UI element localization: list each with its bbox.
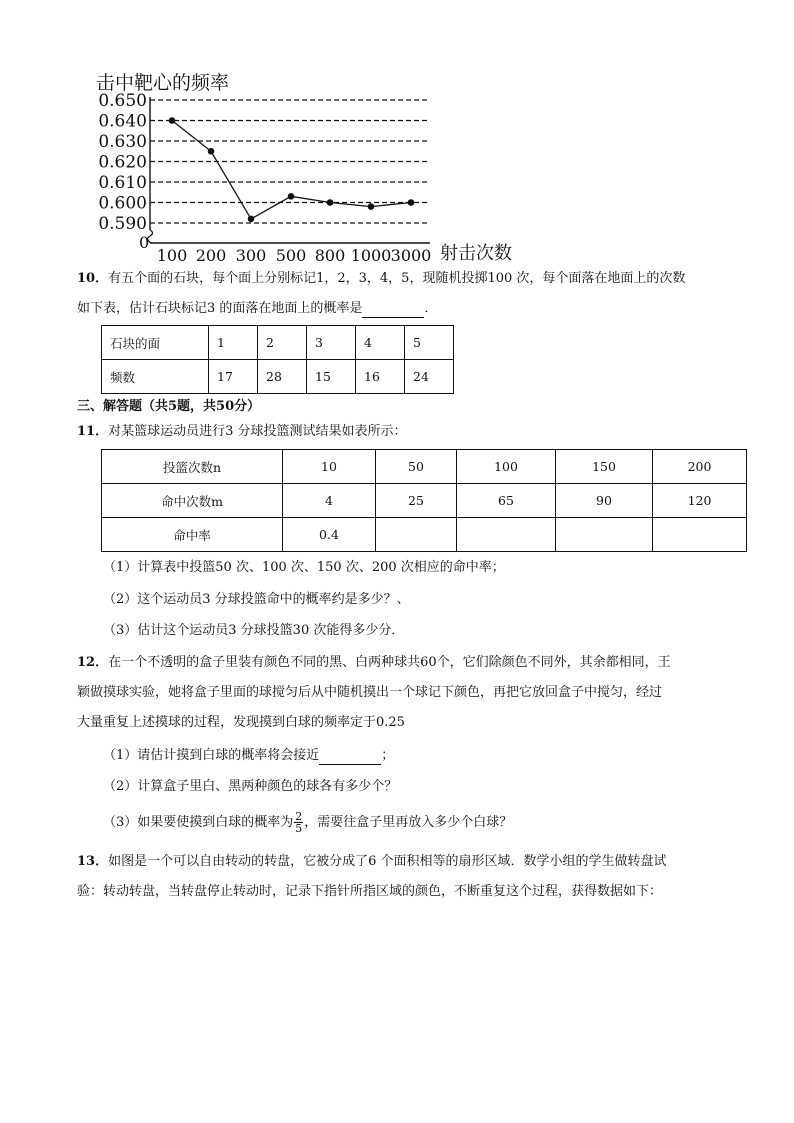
table-cell: 28 bbox=[258, 360, 307, 394]
question-text: （3）如果要使摸到白球的概率为 bbox=[103, 815, 294, 830]
x-tick-label: 200 bbox=[195, 246, 227, 265]
table-cell: 1 bbox=[209, 326, 258, 360]
question-12-line1 bbox=[77, 654, 671, 672]
y-axis-label: 击中靶心的频率 bbox=[96, 72, 230, 94]
q12-sub3 bbox=[103, 811, 512, 834]
table-cell[interactable] bbox=[653, 518, 747, 552]
data-point bbox=[368, 203, 375, 210]
stone-face-table bbox=[101, 325, 454, 394]
table-row bbox=[102, 360, 454, 394]
table-cell: 150 bbox=[556, 450, 653, 484]
question-number: 11． bbox=[77, 424, 109, 439]
question-text: 在一个不透明的盒子里装有颜色不同的黑、白两种球共60个，它们除颜色不同外，其余都相同，王 bbox=[108, 655, 671, 670]
table-cell: 4 bbox=[283, 484, 376, 518]
table-cell: 90 bbox=[556, 484, 653, 518]
data-point bbox=[248, 216, 255, 223]
section-title: 三、解答题（共5题，共50分） bbox=[77, 399, 261, 414]
question-text: 有五个面的石块，每个面上分别标记1，2，3，4，5，现随机投掷100 次，每个面落在地面上的次数 bbox=[108, 271, 686, 286]
table-cell: 10 bbox=[283, 450, 376, 484]
table-cell[interactable] bbox=[376, 518, 457, 552]
data-point bbox=[288, 193, 295, 200]
data-point bbox=[408, 199, 415, 206]
question-13-line1 bbox=[77, 853, 667, 871]
question-12-line2: 颖做摸球实验，她将盒子里面的球搅匀后从中随机摸出一个球记下颜色，再把它放回盒子中搅匀，经过 bbox=[77, 685, 663, 700]
question-text: 对某篮球运动员进行3 分球投篮测试结果如表所示： bbox=[108, 424, 407, 439]
x-tick-label: 500 bbox=[275, 246, 307, 265]
data-point bbox=[169, 117, 176, 124]
table-cell: 17 bbox=[209, 360, 258, 394]
x-tick-label: 300 bbox=[235, 246, 267, 265]
answer-blank[interactable] bbox=[319, 750, 381, 765]
q12-sub1 bbox=[103, 747, 394, 765]
table-cell: 0.4 bbox=[283, 518, 376, 552]
table-cell: 石块的面 bbox=[102, 326, 209, 360]
table-cell: 100 bbox=[457, 450, 556, 484]
question-13-line2: 验：转动转盘，当转盘停止转动时，记录下指针所指区域的颜色，不断重复这个过程，获得数据如下： bbox=[77, 884, 663, 899]
question-text: （1）请估计摸到白球的概率将会接近 bbox=[103, 748, 320, 763]
table-cell: 50 bbox=[376, 450, 457, 484]
table-cell: 3 bbox=[307, 326, 356, 360]
table-cell: 命中率 bbox=[102, 518, 283, 552]
table-cell: 25 bbox=[376, 484, 457, 518]
question-10-line2 bbox=[77, 300, 437, 318]
question-text: ，需要往盒子里再放入多少个白球？ bbox=[304, 815, 513, 830]
q12-sub2: （2）计算盒子里白、黑两种颜色的球各有多少个？ bbox=[103, 779, 398, 794]
table-cell: 16 bbox=[356, 360, 405, 394]
table-cell: 120 bbox=[653, 484, 747, 518]
table-cell: 频数 bbox=[102, 360, 209, 394]
y-tick-label: 0.650 bbox=[98, 91, 147, 111]
table-cell: 15 bbox=[307, 360, 356, 394]
fraction bbox=[294, 811, 303, 834]
question-text: 如图是一个可以自由转动的转盘，它被分成了6 个面积相等的扇形区域．数学小组的学生做转盘试 bbox=[108, 854, 667, 869]
table-cell[interactable] bbox=[457, 518, 556, 552]
fraction-numerator: 2 bbox=[295, 810, 303, 823]
y-tick-label: 0.610 bbox=[98, 173, 147, 193]
question-12-line3: 大量重复上述摸球的过程，发现摸到白球的频率定于0.25 bbox=[77, 715, 405, 730]
question-number: 12． bbox=[77, 655, 109, 670]
table-cell: 5 bbox=[405, 326, 454, 360]
table-cell: 200 bbox=[653, 450, 747, 484]
data-point bbox=[208, 148, 215, 155]
table-cell: 4 bbox=[356, 326, 405, 360]
x-tick-label: 800 bbox=[314, 246, 346, 265]
y-tick-label: 0.620 bbox=[98, 152, 147, 173]
frequency-line-chart bbox=[88, 70, 528, 265]
q11-sub1: （1）计算表中投篮50 次、100 次、150 次、200 次相应的命中率； bbox=[103, 560, 505, 575]
origin-label: 0 bbox=[139, 233, 150, 252]
table-row bbox=[102, 484, 747, 518]
y-tick-label: 0.600 bbox=[98, 193, 147, 214]
table-cell: 24 bbox=[405, 360, 454, 394]
y-tick-label: 0.640 bbox=[98, 111, 147, 132]
x-tick-label: 3000 bbox=[390, 246, 432, 265]
q11-sub2: （2）这个运动员3 分球投篮命中的概率约是多少？、 bbox=[103, 592, 410, 607]
data-point bbox=[327, 199, 334, 206]
table-row bbox=[102, 326, 454, 360]
fraction-denominator: 5 bbox=[295, 822, 303, 835]
q11-sub3: （3）估计这个运动员3 分球投篮30 次能得多少分． bbox=[103, 623, 405, 638]
table-row bbox=[102, 450, 747, 484]
question-11-line1 bbox=[77, 423, 407, 441]
question-text: 如下表，估计石块标记3 的面落在地面上的概率是 bbox=[77, 301, 363, 316]
table-cell: 投篮次数n bbox=[102, 450, 283, 484]
table-cell: 命中次数m bbox=[102, 484, 283, 518]
punctuation: ； bbox=[381, 748, 395, 763]
question-number: 13． bbox=[77, 854, 109, 869]
table-row bbox=[102, 518, 747, 552]
series-line bbox=[172, 121, 411, 219]
punctuation: ． bbox=[424, 301, 438, 316]
x-axis-label: 射击次数 bbox=[440, 243, 512, 264]
answer-blank[interactable] bbox=[362, 303, 424, 318]
x-tick-label: 1000 bbox=[350, 246, 392, 265]
question-number: 10． bbox=[77, 271, 109, 286]
table-cell[interactable] bbox=[556, 518, 653, 552]
x-tick-label: 100 bbox=[156, 246, 188, 265]
question-10-line1 bbox=[77, 270, 685, 288]
y-tick-label: 0.630 bbox=[98, 132, 147, 152]
y-tick-label: 0.590 bbox=[98, 214, 147, 234]
table-cell: 2 bbox=[258, 326, 307, 360]
basketball-table bbox=[101, 449, 747, 552]
table-cell: 65 bbox=[457, 484, 556, 518]
